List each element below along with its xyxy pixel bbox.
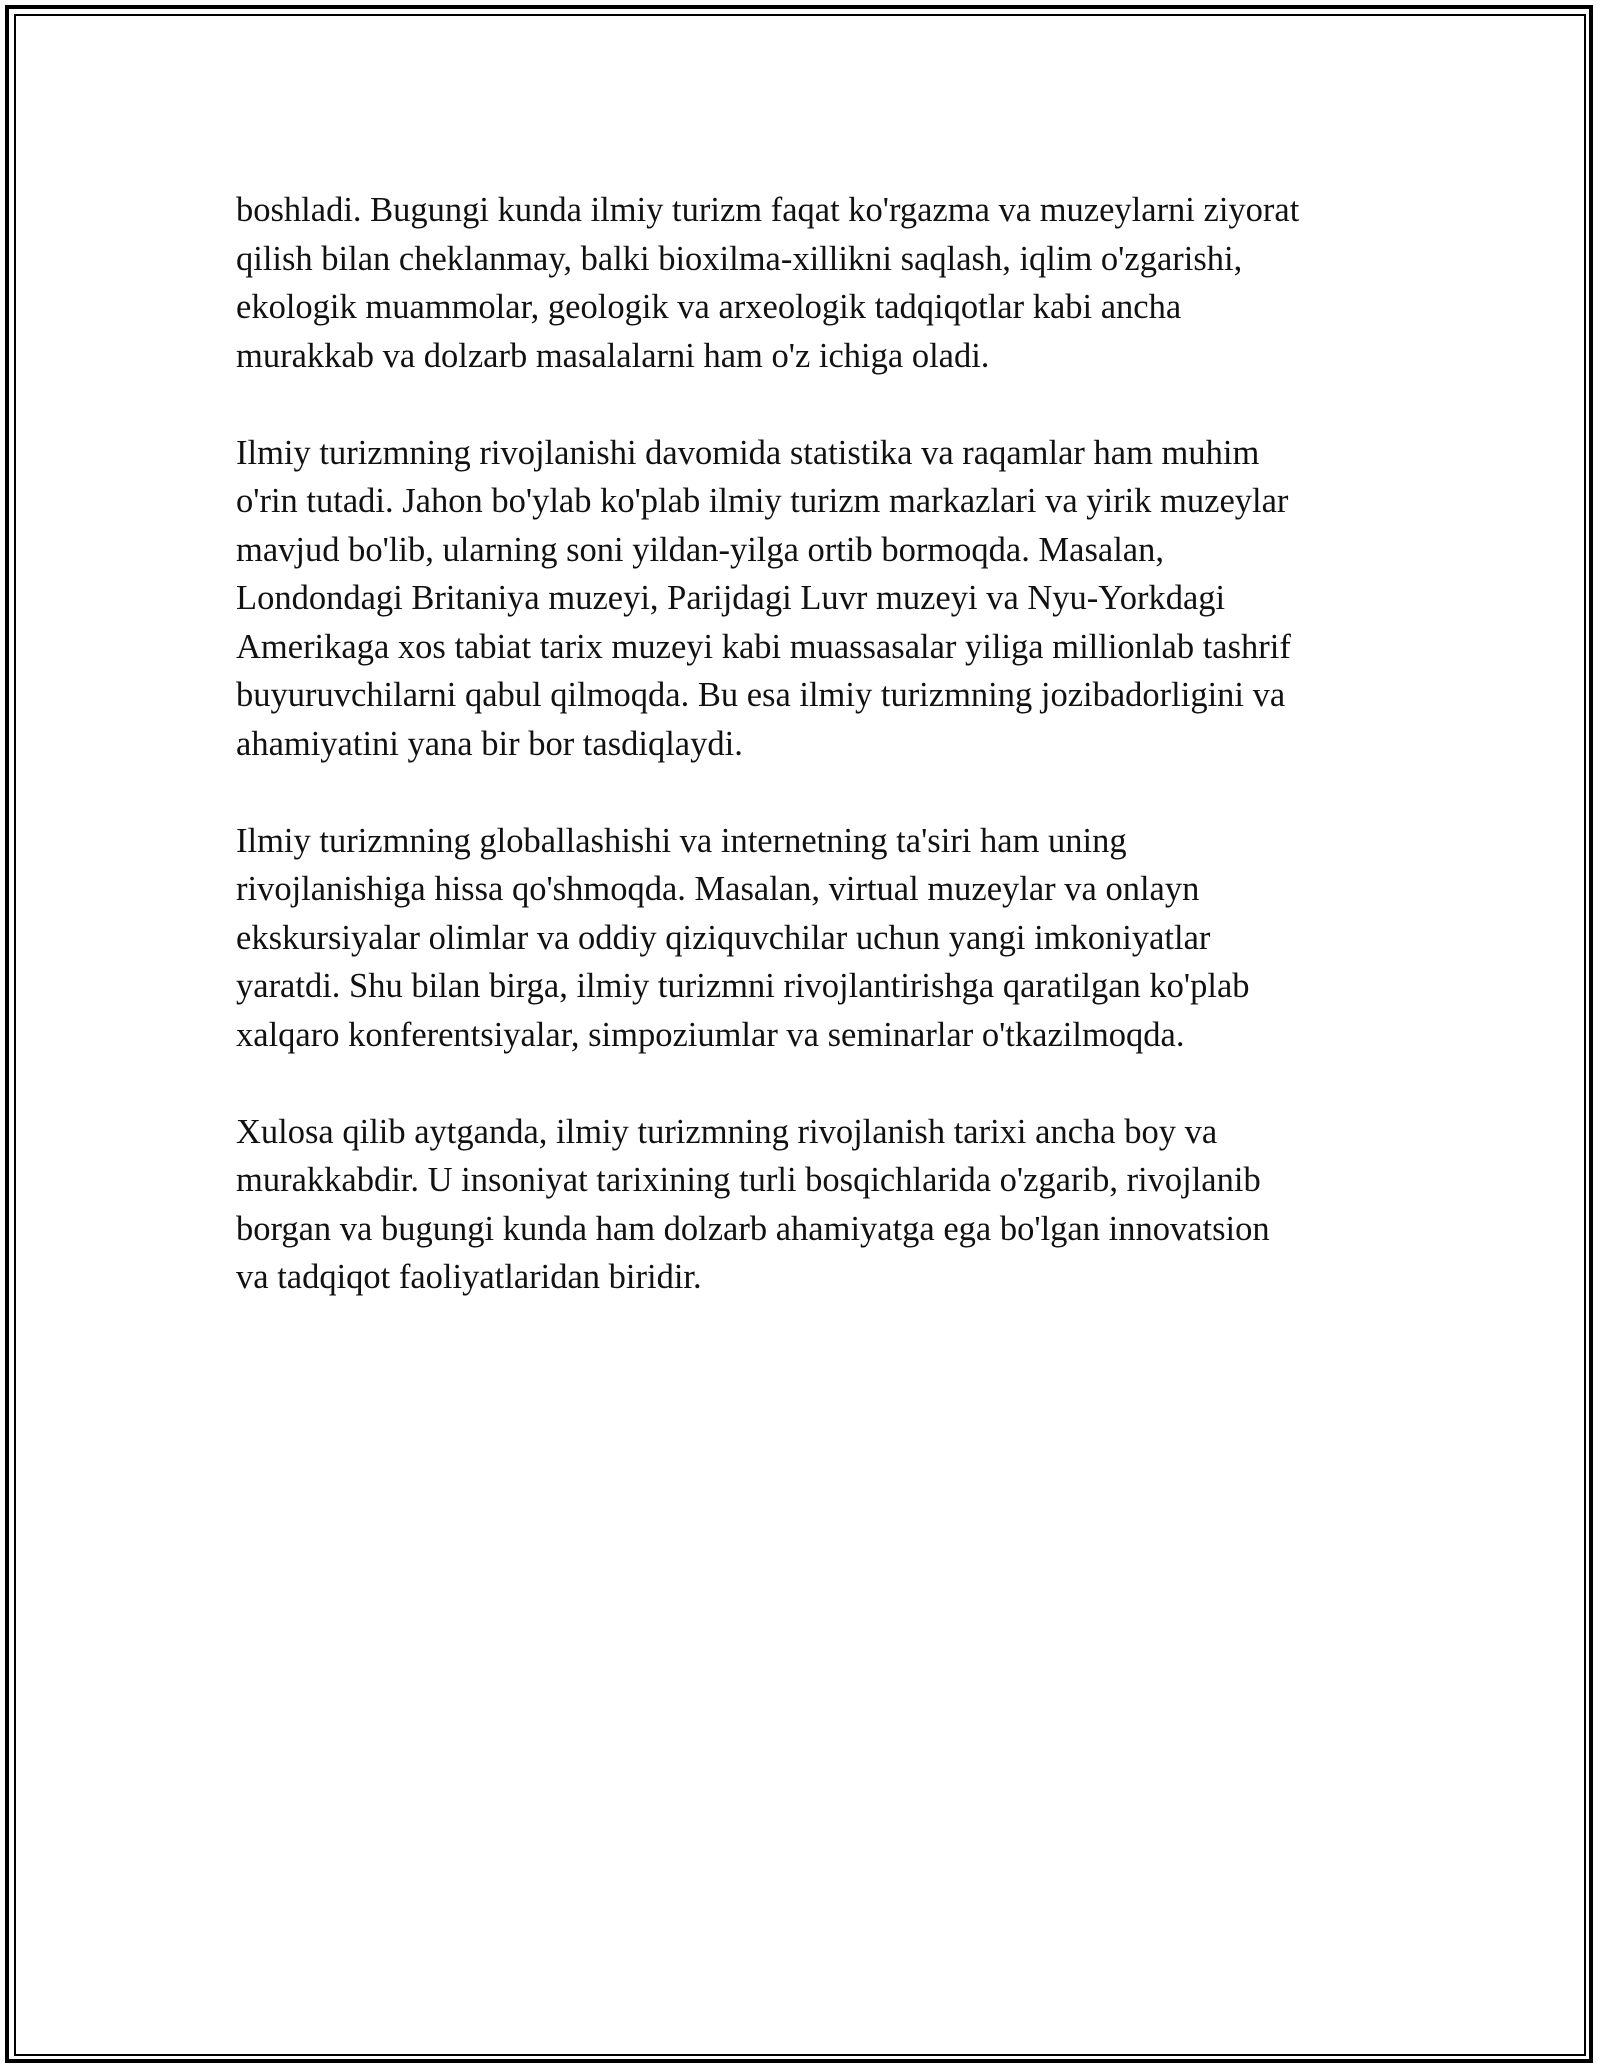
text-line: borgan va bugungi kunda ham dolzarb ahamiyatga ega bo'lgan innovatsion <box>236 1209 1270 1248</box>
text-line: buyuruvchilarni qabul qilmoqda. Bu esa ilmiy turizmning jozibadorligini va <box>236 676 1286 714</box>
text-line: mavjud bo'lib, ularning soni yildan-yilga ortib bormoqda. Masalan, <box>236 530 1164 569</box>
text-line: va tadqiqot faoliyatlaridan biridir. <box>236 1258 702 1296</box>
paragraph-3 <box>236 817 1396 1060</box>
text-line: ahamiyatini yana bir bor tasdiqlaydi. <box>236 724 743 763</box>
paragraph-2 <box>236 429 1396 769</box>
text-line: o'rin tutadi. Jahon bo'ylab ko'plab ilmiy turizm markazlari va yirik muzeylar <box>236 482 1289 520</box>
text-line: xalqaro konferentsiyalar, simpoziumlar va seminarlar o'tkazilmoqda. <box>236 1015 1185 1054</box>
paragraph-1 <box>236 186 1396 380</box>
text-line: Ilmiy turizmning rivojlanishi davomida statistika va raqamlar ham muhim <box>236 433 1260 472</box>
text-line: yaratdi. Shu bilan birga, ilmiy turizmni rivojlantirishga qaratilgan ko'plab <box>236 967 1250 1005</box>
text-line: qilish bilan cheklanmay, balki bioxilma-xillikni saqlash, iqlim o'zgarishi, <box>236 239 1243 278</box>
paragraph-4 <box>236 1108 1396 1302</box>
text-line: Amerikaga xos tabiat tarix muzeyi kabi muassasalar yiliga millionlab tashrif <box>236 627 1291 666</box>
text-line: ekologik muammolar, geologik va arxeologik tadqiqotlar kabi ancha <box>236 288 1182 326</box>
text-line: murakkab va dolzarb masalalarni ham o'z ichiga oladi. <box>236 336 990 375</box>
text-line: Londondagi Britaniya muzeyi, Parijdagi Luvr muzeyi va Nyu-Yorkdagi <box>236 579 1226 617</box>
text-line: Ilmiy turizmning globallashishi va internetning ta'siri ham uning <box>236 821 1127 860</box>
text-line: Xulosa qilib aytganda, ilmiy turizmning rivojlanish tarixi ancha boy va <box>236 1112 1218 1151</box>
text-line: ekskursiyalar olimlar va oddiy qiziquvchilar uchun yangi imkoniyatlar <box>236 918 1211 957</box>
text-line: rivojlanishiga hissa qo'shmoqda. Masalan, virtual muzeylar va onlayn <box>236 870 1200 908</box>
document-body <box>236 186 1396 1350</box>
text-line: boshladi. Bugungi kunda ilmiy turizm faqat ko'rgazma va muzeylarni ziyorat <box>236 191 1300 229</box>
text-line: murakkabdir. U insoniyat tarixining turli bosqichlarida o'zgarib, rivojlanib <box>236 1161 1261 1199</box>
